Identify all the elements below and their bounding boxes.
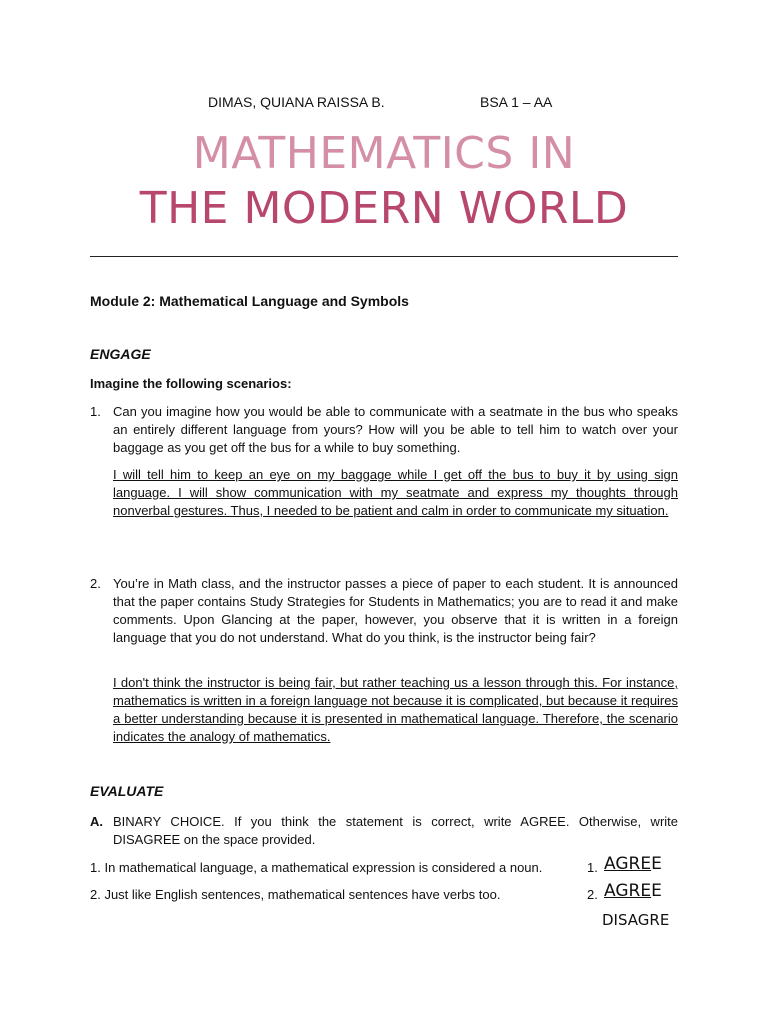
scenarios-intro: Imagine the following scenarios: xyxy=(90,376,292,391)
statement-2: 2. Just like English sentences, mathematical sentences have verbs too. xyxy=(90,887,501,902)
statement-1: 1. In mathematical language, a mathematical expression is considered a noun. xyxy=(90,860,543,875)
part-letter: A. xyxy=(90,814,103,829)
answer-rest: E xyxy=(651,881,662,901)
evaluate-heading: EVALUATE xyxy=(90,783,164,799)
engage-heading: ENGAGE xyxy=(90,346,151,362)
answer-rest: E xyxy=(651,854,662,874)
student-name: DIMAS, QUIANA RAISSA B. xyxy=(208,94,385,110)
scenario-question: You’re in Math class, and the instructor passes a piece of paper to each student. It is announced that the paper contains Study Strategies for Students in Mathematics; you are to read it and make comments. Upon Glancing at the paper, however, you observe that it is written in a foreign language that you do not understand. What do you think, is the instructor being fair? xyxy=(113,576,678,645)
answer-3-partial: DISAGRE xyxy=(602,911,670,929)
module-title: Module 2: Mathematical Language and Symbols xyxy=(90,293,409,309)
scenario-item-1 xyxy=(90,403,678,457)
answer-number-1: 1. xyxy=(587,860,598,875)
answer-2 xyxy=(604,881,662,901)
student-section: BSA 1 – AA xyxy=(480,94,553,110)
title-line-1: MATHEMATICS IN xyxy=(192,128,576,179)
horizontal-rule xyxy=(90,256,678,257)
instructions-text: BINARY CHOICE. If you think the statement is correct, write AGREE. Otherwise, write DISAGREE on the space provided. xyxy=(113,814,678,847)
answer-underlined: AGRE xyxy=(604,854,652,874)
scenario-question: Can you imagine how you would be able to communicate with a seatmate in the bus who speaks an entirely different language from yours? How will you be able to tell him to watch over your baggage as you get off the bus for a while to buy something. xyxy=(113,404,678,455)
scenario-number: 1. xyxy=(90,404,101,419)
binary-choice-instructions xyxy=(90,813,678,849)
scenario-number: 2. xyxy=(90,576,101,591)
title-line-2: THE MODERN WORLD xyxy=(139,183,629,234)
answer-underlined: AGRE xyxy=(604,881,652,901)
scenario-answer-1: I will tell him to keep an eye on my baggage while I get off the bus to buy it by using sign language. I will show communication with my seatmate and express my thoughts through nonverbal gestures. Thus, I needed to be patient and calm in order to communicate my situation. xyxy=(113,467,678,518)
scenario-answer-2: I don't think the instructor is being fair, but rather teaching us a lesson through this. For instance, mathematics is written in a foreign language not because it is complicated, but because it requires a better understanding because it is presented in mathematical language. Therefore, the scenario indicates the analogy of mathematics. xyxy=(113,675,678,744)
answer-number-2: 2. xyxy=(587,887,598,902)
answer-1 xyxy=(604,854,662,874)
scenario-item-2 xyxy=(90,575,678,647)
